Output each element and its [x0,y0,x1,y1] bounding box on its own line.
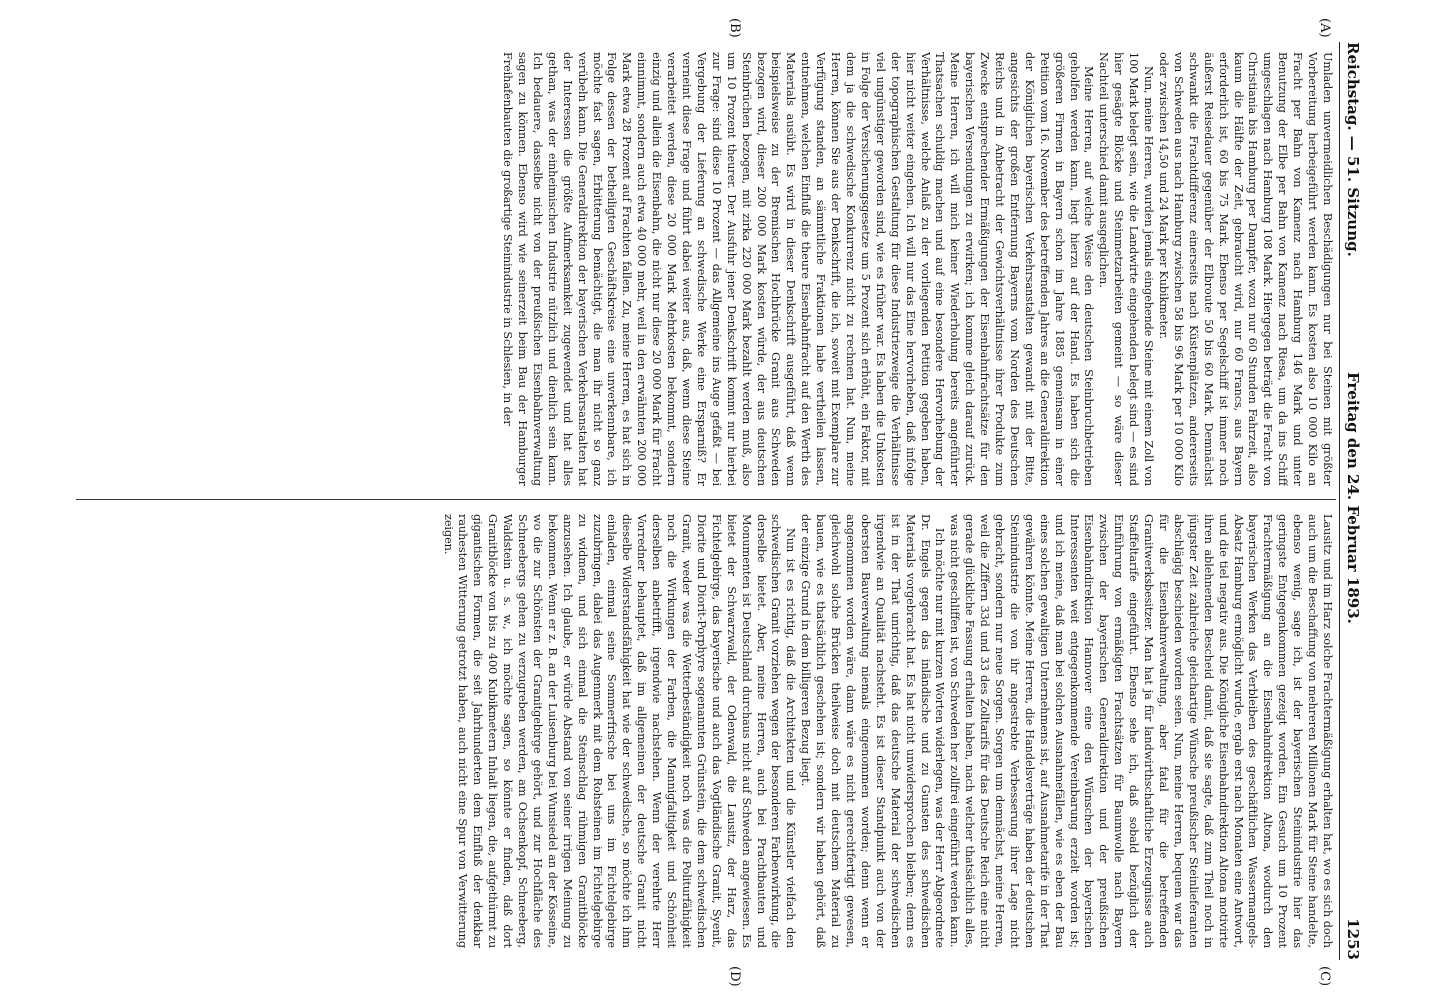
margin-marker-c: (C) [1317,966,1332,987]
paragraph: Umladen unvermeidlichen Beschädigungen nur bei Steinen mit größter Vorbereitung herbeigeführt werden kann. Es kosten also 10 000 Kilo an Fracht per Bahn von Kamenz nach Hamburg 146 Mark und unter Benutzung der Elbe per Bahn von Kamenz nach Riesa, um da ins Schiff umgeschlagen nach Hamburg 108 Mark. Hiergegen beträgt die Fracht von Christiania bis Hamburg per Dampfer, wozu nur 60 Stunden Fahrzeit, also kaum die Hälfte der Zeit, gebraucht wird, nur 60 Francs, aus Bayern erforderlich ist, 60 bis 75 Mark. Ebenso per Segelschiff ist immer noch äußerst Reisedauer gegenüber der Elbroute 50 bis 60 Mark. Demnächst schwankt die Frachtdifferenz einerseits nach Küstenplätzen, andererseits von Schweden aus nach Hamburg zwischen 58 bis 96 Mark per 10 000 Kilo oder zwischen 14,50 und 24 Mark per Kubikmeter. [1157,52,1334,486]
margin-marker-b: (B) [727,18,742,38]
running-head [1340,42,1366,960]
paragraph: Meine Herren, auf welche Weise den deutschen Steinbruchbetrieben geholfen werden kann, liegt hierzu auf der Hand. Es haben sich die größeren Firmen in Bayern schon im Jahre 1885 gemeinsam in einer Petition vom 16. November des betreffenden Jahres an die Generaldirektion der Königlichen bayerischen Verkehrsanstalten gewandt mit der Bitte, angesichts der großen Entfernung Bayerns vom Norden des Deutschen Reichs und in Anbetracht der Gewichtsverhältnisse ihrer Produkte zum Zwecke entsprechender Ermäßigungen der Eisenbahnfrachtsätze für den bayerischen Versendungen zu erwirken; ich komme gleich darauf zurück. Meine Herren, ich will mich keiner Wiederholung bereits angeführter Thatsachen schuldig machen und auf eine besondere Hervorhebung der Verhältnisse, welche Anlaß zu der vorliegenden Petition gegeben haben, hier nicht weiter eingehen. Ich will nur das Eine hervorheben, daß infolge der topographischen Gestaltung für diese Industriezweige die Verhältnisse viel ungünstiger geworden sind, wie es früher war. Es haben die Unkosten in Folge der Versicherungsgesetze um 5 Prozent sich erhöht, ein Faktor, mit dem ja die schwedische Konkurrenz nicht zu rechnen hat. Nun, meine Herren, können Sie aus der Denkschrift, die ich, soweit mit Exemplare zur Verfügung standen, an sämmtliche Fraktionen habe vertheilen lassen, entnehmen, welchen Einfluß die theure Eisenbahnfracht auf den Werth des Materials ausübt. Es wird in dieser Denkschrift ausgeführt, daß wenn beispielsweise zu der Bremischen Hochbrücke Granit aus Schweden bezogen wird, dieser 200 000 Mark kosten würde, der aus deutschen Steinbrüchen bezogen, mit zirka 220 000 Mark bezahlt werden muß, also um 10 Prozent theurer. Der Ausfuhr jener Denkschrift kommt nur hierbei zur Frage: sind diese 10 Prozent — das Allgemeine ins Auge gefaßt — bei Vergebung der Lieferung an schwedische Werke eine Ersparniß? Er verneint diese Frage und führt dabei weiter aus, daß, wenn diese Steine verarbeitet werden, diese 20 000 Mark Mehrkosten bekommt, sondern einzig und allein die Eisenbahn, die nicht nur diese 20 000 Mark für Fracht einnimmt, sondern auch etwa 40 000 mehr, weil in den erwähnten 200 000 Mark etwa 28 Prozent auf Frachten fallen. Zu, meine Herren, es hat sich in Folge dessen der betheiligten Geschäftskreise eine unverkennbare, ich möchte fast sagen, Erbitterung bemächtigt, die man ihr nicht so ganz verübeln kann. Die Generaldirektion der bayerischen Verkehrsanstalten hat der Interessen die größte Aufmerksamkeit zugewendet und hat alles gethan, was der einheimischen Industrie nützlich und dienlich sein kann. Ich bedauere, dasselbe nicht von der preußischen Eisenbahnverwaltung sagen zu können. Ebenso wird wie seinerzeit beim Bau der Hamburger Freihafenbauten die großartige Steinindustrie in Schlesien, in der [501,52,1096,486]
paragraph: Ich möchte nur mit kurzen Worten widerlegen, was der Herr Abgeordnete Dr. Engels gegen das inländische und zu Gunsten des schwedischen Materials vorgebracht hat. Es hat nicht unwidersprochen bleiben; denn es ist in der That unrichtig, daß das deutsche Material der schwedischen irgendwie an Qualität nachsteht. Es ist dieser Standpunkt auch von der obersten Bauverwaltung niemals eingenommen worden; denn wenn er angenommen worden wäre, dann wäre es nicht gerechtfertigt gewesen, gleichwohl solche Brücken theilweise doch mit deutschem Material zu bauen, wie es thatsächlich geschehen ist; sondern wir haben gehört, daß der einzige Grund in dem billigeren Bezug liegt. [799,514,947,948]
paragraph: Nun, meine Herren, wurden jemals eingehende Steine mit einem Zoll von 100 Mark belegt sein, wie die Landwirte eingehenden belegt sind — es sind hier gesägte Blöcke und Steinmetzarbeiten gemeint — so wäre dieser Nachteil unterschied damit ausgeglichen. [1097,52,1156,486]
paragraph: Nun ist es richtig, daß die Architekten und die Künstler vielfach den schwedischen Granit vorziehen wegen der besonderen Farbenwirkung, die derselbe bietet. Aber, meine Herren, auch bei Prachtbauten und Monumenten ist Deutschland durchaus nicht auf Schweden angewiesen. Es bietet der Schwarzwald, der Odenwald, die Lausitz, der Harz, das Fichtelgebirge, das bayerische und auch das Vogtländische Granit, Syenit, Diorite und Diorit-Porphyre sogenannten Grünstein, die dem schwedischen Granit, weder was die Wetterbeständigkeit noch was die Politurfähigkeit noch die Wirkungen der Farben, die Mannigfaltigkeit und Schönheit derselben anbetrifft, irgendwie nachstehen. Wenn der verehrte Herr Vorredner behauptet, daß im allgemeinen der deutsche Granit nicht dieselbe Widerstandsfähigkeit hat wie der schwedische, so möchte ich ihm einladen, einmal seine Sommerfrische bei uns im Fichtelgebirge zuzubringen, dabei das Augenmerk mit dem Rohsteinen im Fichtelgebirge zu widmen, und sich einmal die Steinschlag rühmigen Granitblöcke anzusehen. Ich glaube, er würde Abstand von seiner irrigen Meinung zu bekommen. Wenn er z. B. an der Luisenburg bei Wunsiedel an der Kösseine, wo die zur Schönsten der Granitgebirge gehört, und zur Hochfläche des Schneebergs gehen zu verzugreben werden, am Ochsenkopf, Schneeberg, Waldstein u. s. w., ich möchte sagen, so könnte er finden, daß dort Granitblöcke von bis zu 400 Kubikmetern Inhalt liegen, die, aufgethürmt zu gigantischen Formen, die seit Jahrhunderten dem Einfluß der denkbar rauhesten Witterung getrotzt haben, auch nicht eine Spur von Verwitterung zeigen. [441,514,798,948]
session-date: Freitag den 24. Februar 1893. [1344,372,1362,624]
margin-marker-a: (A) [1317,18,1332,38]
session-title: Reichstag. — 51. Sitzung. [1344,42,1362,257]
header-rule [1339,42,1340,960]
margin-marker-d: (D) [727,966,742,987]
column-divider [76,499,1336,500]
paragraph: Lausitz und im Harz solche Frachtermäßigung erhalten hat, wo es sich doch auch um die Beschaffung von mehreren Millionen Mark für Steine handelte, ebenso wenig, sage ich, ist der bayerischen Steinindustrie hier das geringste Entgegenkommen gezeigt worden. Ein Gesuch um 10 Prozent Frachtermäßigung an die Eisenbahndirektion Altona, wodurch den bayerischen Werken das Verbleiben des geschäftlichen Wassermangels-Absatz Hamburg ermöglicht wurde, ergab erst nach Monaten eine Antwort, und die tiel negativ aus. Die Königliche Eisenbahndirektion Altona motivirte ihren ablehnenden Bescheid damit, daß sie sagte, daß zum Theil noch in jüngster Zeit zahlreiche gleichartige Wünsche preußischer Steinlieferanten abschlägig beschieden worden seien. Nun, meine Herren, bequem war das für die Eisenbahnverwaltung, aber fatal für die betreffenden Granitwerksbesitzer. Man hat ja für landwirthschaftliche Erzeugnisse auch Staffeltarife eingeführt. Ebenso sehe ich, daß sobald bezüglich der Einführung von ermäßigten Frachtsätzen für Baumwolle nach Bayern zwischen der bayerischen Generaldirektion und der preußischen Eisenbahndirektion Hannover eine den Wünschen der bayerischen Interessenten weit entgegenkommende Vereinbarung erzielt worden ist; und ich meine, daß man bei solchen Ausnahmefällen, wie es eben der Bau eines solchen gewaltigen Unternehmens ist, auf Ausnahmetarife in der That gewähren könnte. Meine Herren, die Handelsverträge haben der deutschen Steinindustrie die von ihr angestrebte Verbesserung ihrer Lage nicht gebracht, sondern nur neue Sorgen. Sorgen um demnächst, meine Herren, weil die Ziffern 33d und 33 des Zolltarifs für das Deutsche Reich eine nicht gerade glückliche Fassung erhalten haben, nach welcher thatsächlich alles, was nicht geschliffen ist, von Schweden her zollfrei eingeführt werden kann. [948,514,1334,948]
left-column [76,52,1334,486]
right-column [76,514,1334,948]
page-number: 1253 [1344,918,1362,960]
